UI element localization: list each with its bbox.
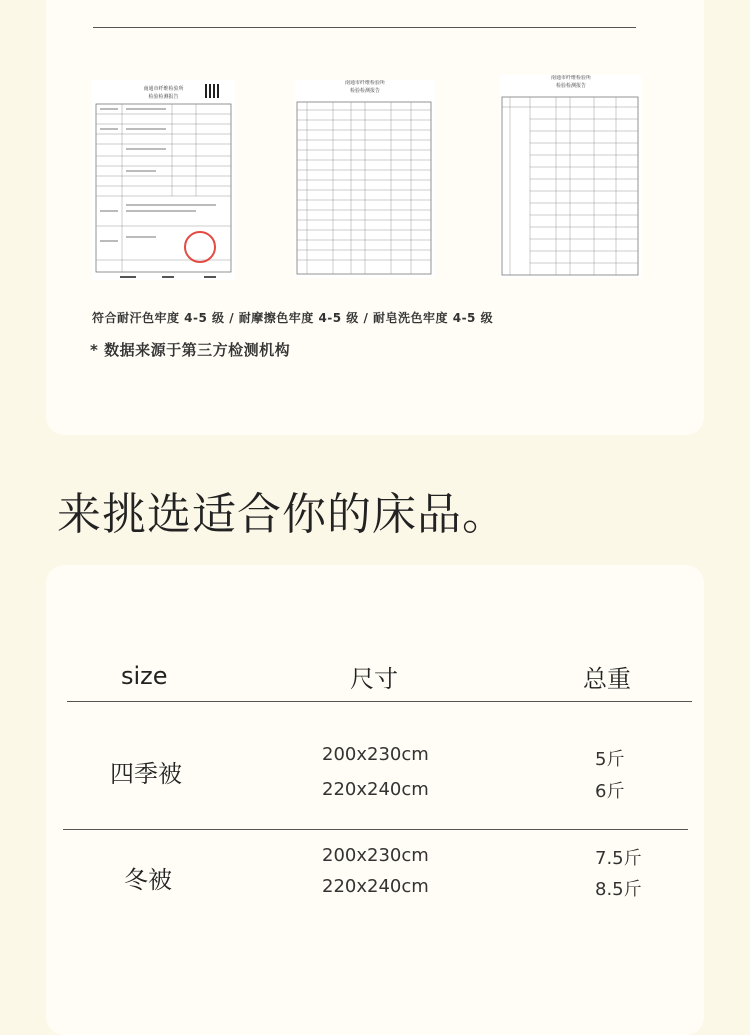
report-1-title: 南通市纤维检验所 — [143, 86, 184, 92]
report-1-subtitle: 检验检测报告 — [148, 94, 179, 100]
header-weight: 总重 — [583, 665, 631, 693]
report-2-subtitle: 检验检测报告 — [349, 88, 380, 94]
report-2-title: 南通市纤维检验所 — [344, 80, 385, 86]
section-title: 来挑选适合你的床品。 — [57, 489, 507, 540]
inspection-report-3 — [500, 75, 642, 278]
weight-value: 8.5斤 — [595, 879, 642, 900]
size-value: 220x240cm — [322, 779, 429, 800]
weight-value: 6斤 — [595, 781, 625, 802]
report-3-subtitle: 检验检测报告 — [555, 83, 586, 89]
size-value: 220x240cm — [322, 876, 429, 897]
header-divider — [67, 701, 692, 702]
size-value: 200x230cm — [322, 845, 429, 866]
size-value: 200x230cm — [322, 744, 429, 765]
row-name: 四季被 — [110, 760, 182, 788]
header-dimensions: 尺寸 — [350, 665, 398, 693]
header-size: size — [121, 662, 168, 690]
red-seal-stamp — [184, 231, 216, 263]
weight-value: 7.5斤 — [595, 848, 642, 869]
inspection-report-1 — [92, 80, 235, 280]
report-2-table — [295, 80, 435, 278]
weight-value: 5斤 — [595, 749, 625, 770]
report-3-title: 南通市纤维检验所 — [550, 75, 591, 81]
top-divider — [93, 27, 636, 28]
inspection-report-2 — [295, 80, 435, 278]
compliance-text: 符合耐汗色牢度 4-5 级 / 耐摩擦色牢度 4-5 级 / 耐皂洗色牢度 4-5 级 — [92, 311, 494, 325]
row-name: 冬被 — [124, 866, 172, 894]
report-3-table — [500, 75, 642, 278]
data-source-note: * 数据来源于第三方检测机构 — [90, 341, 291, 359]
row-divider — [63, 829, 688, 830]
